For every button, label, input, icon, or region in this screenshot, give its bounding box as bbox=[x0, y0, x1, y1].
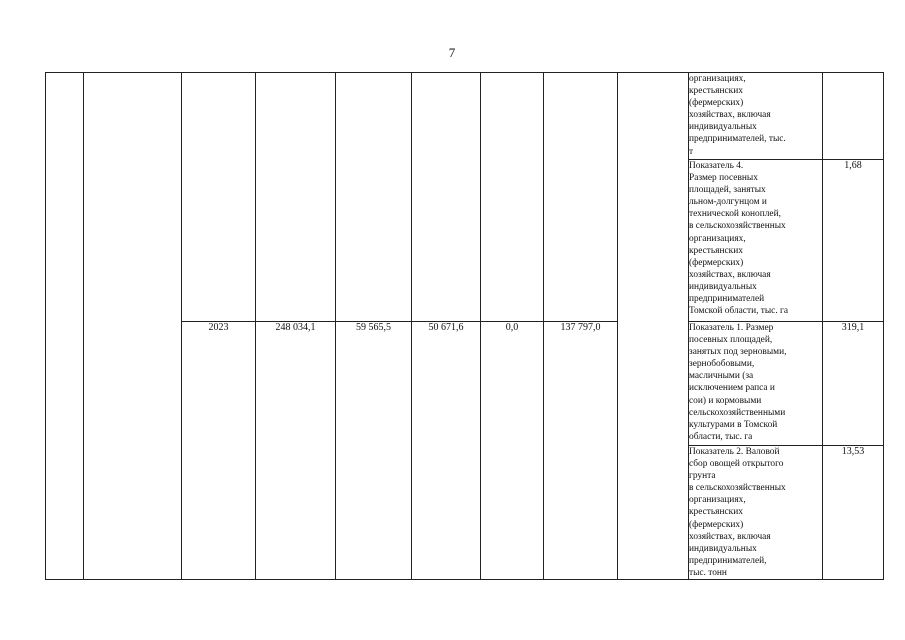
indicator-value: 13,53 bbox=[823, 446, 884, 580]
col-d-cell: 0,0 bbox=[481, 322, 544, 580]
col-e-cell: 137 797,0 bbox=[544, 322, 618, 580]
empty-total-cell bbox=[256, 73, 336, 322]
table-row bbox=[46, 73, 884, 160]
event-name-cell bbox=[84, 73, 182, 580]
total-cell: 248 034,1 bbox=[256, 322, 336, 580]
empty-year-cell bbox=[182, 73, 256, 322]
indicator-cell: организациях, крестьянских (фермерских) хозяйствах, включая индивидуальных предпринимателей, тыс. т bbox=[689, 73, 823, 160]
indicator-value bbox=[823, 73, 884, 160]
executor-cell bbox=[618, 73, 689, 580]
col-b-cell: 59 565,5 bbox=[336, 322, 412, 580]
indicator-value: 1,68 bbox=[823, 160, 884, 322]
col-c-cell: 50 671,6 bbox=[412, 322, 481, 580]
indicator-cell: Показатель 4. Размер посевных площадей, занятых льном-долгунцом и технической коноплей, в сельскохозяйственных организациях, крестьянских (фермерских) хозяйствах, включая индивидуальных предпринимателей Томской области, тыс. га bbox=[689, 160, 823, 322]
indicator-cell: Показатель 2. Валовой сбор овощей открытого грунта в сельскохозяйственных организациях, крестьянских (фермерских) хозяйствах, включая индивидуальных предпринимателей, тыс. тонн bbox=[689, 446, 823, 580]
indicator-value: 319,1 bbox=[823, 322, 884, 446]
empty-col-b-cell bbox=[336, 73, 412, 322]
indicator-cell: Показатель 1. Размер посевных площадей, занятых под зерновыми, зернобобовыми, масличными (за исключением рапса и сои) и кормовыми сельскохозяйственными культурами в Томской области, тыс. га bbox=[689, 322, 823, 446]
program-table bbox=[45, 72, 884, 580]
empty-col-d-cell bbox=[481, 73, 544, 322]
page-number: 7 bbox=[448, 45, 456, 60]
row-number-cell bbox=[46, 73, 84, 580]
empty-col-c-cell bbox=[412, 73, 481, 322]
empty-col-e-cell bbox=[544, 73, 618, 322]
year-cell: 2023 bbox=[182, 322, 256, 580]
